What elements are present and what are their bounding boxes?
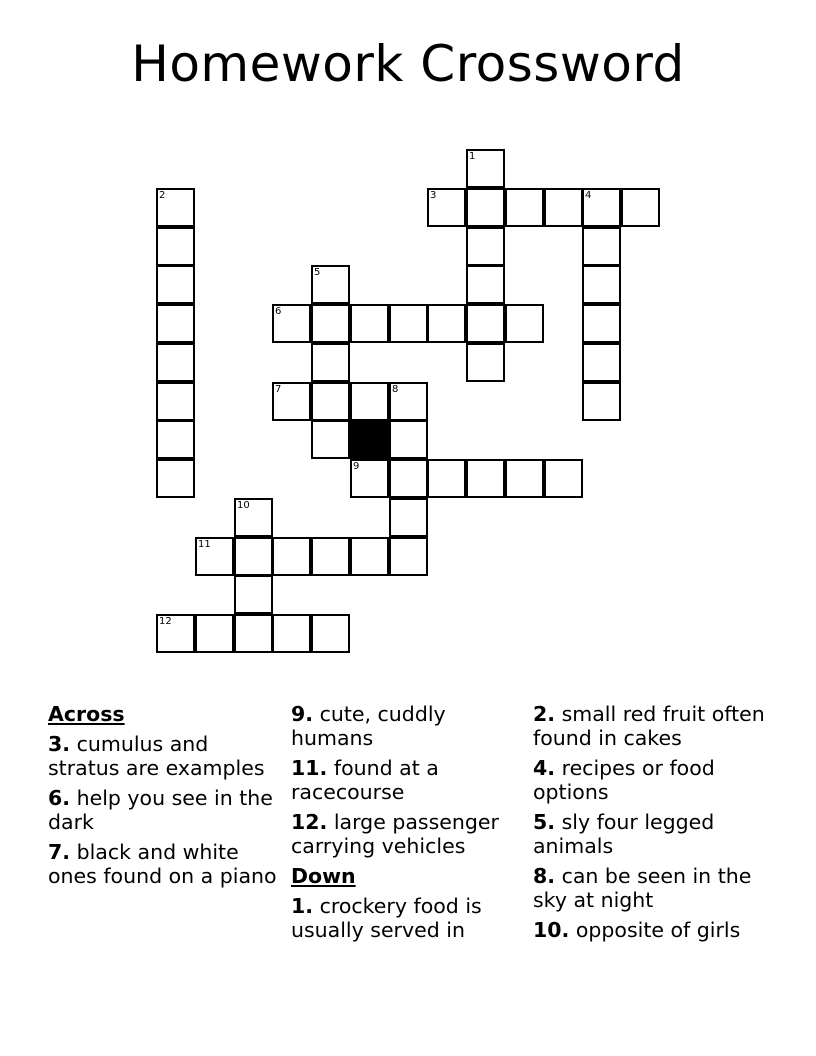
clue-number: 3. — [48, 732, 71, 756]
clue-text: cute, cuddly humans — [291, 702, 446, 750]
grid-cell[interactable] — [195, 614, 234, 653]
grid-cell[interactable] — [389, 382, 428, 421]
clue-text: found at a racecourse — [291, 756, 439, 804]
clue-across-3 — [48, 732, 284, 780]
clue-number-label: 12 — [159, 616, 172, 627]
clue-down-10 — [533, 918, 769, 942]
grid-cell[interactable] — [272, 537, 311, 576]
grid-cell[interactable] — [544, 188, 583, 227]
grid-cell[interactable] — [350, 459, 389, 498]
grid-cell[interactable] — [389, 420, 428, 459]
grid-cell[interactable] — [505, 459, 544, 498]
clue-text: crockery food is usually served in — [291, 894, 482, 942]
clue-down-1 — [291, 894, 527, 942]
clue-text: opposite of girls — [575, 918, 741, 942]
grid-cell[interactable] — [272, 304, 311, 343]
grid-cell[interactable] — [234, 614, 273, 653]
grid-cell[interactable] — [427, 459, 466, 498]
grid-cell[interactable] — [311, 382, 350, 421]
grid-cell[interactable] — [311, 265, 350, 304]
clue-text: large passenger carrying vehicles — [291, 810, 499, 858]
clue-number: 5. — [533, 810, 556, 834]
grid-cell[interactable] — [311, 343, 350, 382]
clue-column-3 — [533, 702, 769, 948]
clue-down-5 — [533, 810, 769, 858]
grid-cell[interactable] — [466, 149, 505, 188]
grid-cell[interactable] — [350, 382, 389, 421]
grid-cell[interactable] — [582, 188, 621, 227]
grid-cell[interactable] — [427, 188, 466, 227]
grid-cell[interactable] — [311, 537, 350, 576]
clue-number: 9. — [291, 702, 314, 726]
grid-cell[interactable] — [156, 304, 195, 343]
clue-across-11 — [291, 756, 527, 804]
grid-cell[interactable] — [466, 343, 505, 382]
clue-number-label: 4 — [585, 190, 592, 201]
grid-cell[interactable] — [466, 304, 505, 343]
grid-cell[interactable] — [544, 459, 583, 498]
grid-cell[interactable] — [582, 343, 621, 382]
clue-number-label: 1 — [469, 151, 476, 162]
clue-text: cumulus and stratus are examples — [48, 732, 265, 780]
clue-number-label: 3 — [430, 190, 437, 201]
grid-cell[interactable] — [195, 537, 234, 576]
clue-number: 12. — [291, 810, 328, 834]
clue-text: small red fruit often found in cakes — [533, 702, 765, 750]
grid-cell[interactable] — [350, 537, 389, 576]
grid-cell[interactable] — [234, 575, 273, 614]
black-cell — [350, 420, 389, 459]
grid-cell[interactable] — [156, 343, 195, 382]
clue-down-8 — [533, 864, 769, 912]
grid-cell[interactable] — [311, 614, 350, 653]
clue-number-label: 11 — [198, 539, 211, 550]
grid-cell[interactable] — [272, 614, 311, 653]
grid-cell[interactable] — [389, 459, 428, 498]
clue-number: 10. — [533, 918, 570, 942]
clue-column-1 — [48, 702, 284, 894]
grid-cell[interactable] — [350, 304, 389, 343]
grid-cell[interactable] — [505, 304, 544, 343]
grid-cell[interactable] — [234, 537, 273, 576]
clue-text: sly four legged animals — [533, 810, 715, 858]
down-heading: Down — [291, 864, 356, 888]
grid-cell[interactable] — [466, 188, 505, 227]
clue-number-label: 6 — [275, 306, 282, 317]
clue-across-9 — [291, 702, 527, 750]
grid-cell[interactable] — [466, 227, 505, 266]
clue-number-label: 2 — [159, 190, 166, 201]
clue-text: black and white ones found on a piano — [48, 840, 277, 888]
clue-down-2 — [533, 702, 769, 750]
grid-cell[interactable] — [156, 420, 195, 459]
clue-text: can be seen in the sky at night — [533, 864, 752, 912]
clue-number: 2. — [533, 702, 556, 726]
clue-number-label: 10 — [237, 500, 250, 511]
grid-cell[interactable] — [466, 265, 505, 304]
clue-text: recipes or food options — [533, 756, 715, 804]
clue-number-label: 5 — [314, 267, 321, 278]
grid-cell[interactable] — [156, 459, 195, 498]
grid-cell[interactable] — [272, 382, 311, 421]
grid-cell[interactable] — [389, 537, 428, 576]
grid-cell[interactable] — [311, 420, 350, 459]
grid-cell[interactable] — [311, 304, 350, 343]
clue-column-2 — [291, 702, 527, 948]
clue-number-label: 7 — [275, 384, 282, 395]
grid-cell[interactable] — [582, 227, 621, 266]
grid-cell[interactable] — [156, 265, 195, 304]
grid-cell[interactable] — [389, 498, 428, 537]
grid-cell[interactable] — [582, 265, 621, 304]
clue-number-label: 8 — [392, 384, 399, 395]
grid-cell[interactable] — [156, 382, 195, 421]
grid-cell[interactable] — [156, 188, 195, 227]
grid-cell[interactable] — [582, 304, 621, 343]
clue-number: 6. — [48, 786, 71, 810]
clue-text: help you see in the dark — [48, 786, 273, 834]
grid-cell[interactable] — [234, 498, 273, 537]
grid-cell[interactable] — [505, 188, 544, 227]
clue-across-12 — [291, 810, 527, 858]
clue-number-label: 9 — [353, 461, 360, 472]
clue-down-4 — [533, 756, 769, 804]
grid-cell[interactable] — [156, 614, 195, 653]
grid-cell[interactable] — [621, 188, 660, 227]
clue-across-7 — [48, 840, 284, 888]
grid-cell[interactable] — [582, 382, 621, 421]
grid-cell[interactable] — [389, 304, 428, 343]
clue-number: 11. — [291, 756, 328, 780]
grid-cell[interactable] — [466, 459, 505, 498]
clue-number: 4. — [533, 756, 556, 780]
grid-cell[interactable] — [156, 227, 195, 266]
clue-number: 8. — [533, 864, 556, 888]
grid-cell[interactable] — [427, 304, 466, 343]
clue-across-6 — [48, 786, 284, 834]
page-title: Homework Crossword — [131, 35, 685, 93]
across-heading: Across — [48, 702, 125, 726]
clue-number: 7. — [48, 840, 71, 864]
clue-number: 1. — [291, 894, 314, 918]
